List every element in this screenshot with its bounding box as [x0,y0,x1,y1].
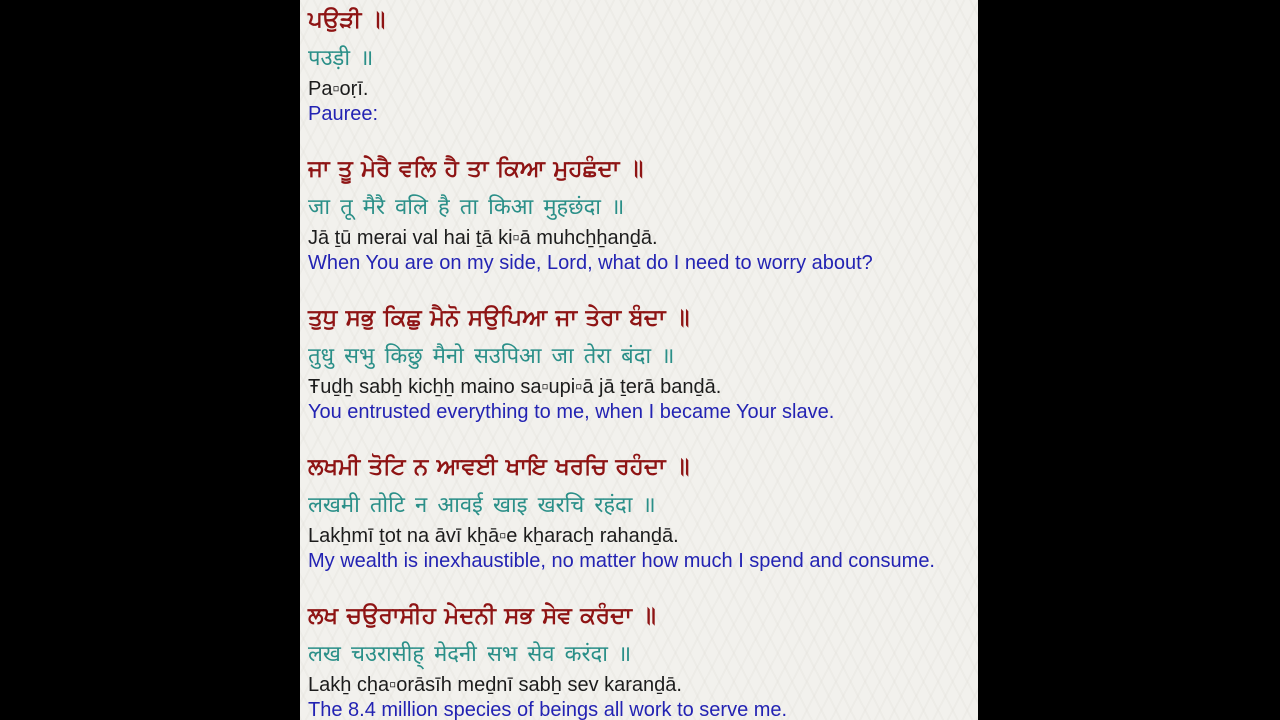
translation-line: The 8.4 million species of beings all work to serve me. [308,699,788,720]
gurmukhi-line: ਪਉੜੀ ॥ [308,6,386,32]
gurmukhi-line: ਲਖ ਚਉਰਾਸੀਹ ਮੇਦਨੀ ਸਭ ਸੇਵ ਕਰੰਦਾ ॥ [308,602,656,628]
transliteration-line: Ŧuḏẖ sabẖ kicẖẖ maino sa▫upi▫ā jā ṯerā banḏā. [308,376,722,398]
left-letterbox [0,0,300,720]
devanagari-line: तुधु सभु किछु मैनो सउपिआ जा तेरा बंदा ॥ [308,343,675,368]
translation-line: Pauree: [308,103,379,125]
gurmukhi-line: ਤੁਧੁ ਸਭੁ ਕਿਛੁ ਮੈਨੋ ਸਉਪਿਆ ਜਾ ਤੇਰਾ ਬੰਦਾ ॥ [308,304,690,330]
devanagari-line: पउड़ी ॥ [308,45,374,70]
devanagari-line: जा तू मैरै वलि है ता किआ मुहछंदा ॥ [308,194,625,219]
devanagari-line: लख चउरासीह् मेदनी सभ सेव करंदा ॥ [308,641,632,666]
verse-block [308,155,974,275]
transliteration-line: Lakẖmī ṯot na āvī kẖā▫e kẖaracẖ rahanḏā. [308,525,679,547]
right-letterbox [978,0,1280,720]
transliteration-line: Lakẖ cẖa▫orāsīh meḏnī sabẖ sev karanḏā. [308,674,682,696]
verse-block [308,304,974,424]
scripture-page [300,0,978,720]
translation-line: When You are on my side, Lord, what do I need to worry about? [308,252,873,274]
gurmukhi-line: ਲਖਮੀ ਤੋਟਿ ਨ ਆਵਈ ਖਾਇ ਖਰਚਿ ਰਹੰਦਾ ॥ [308,453,690,479]
devanagari-line: लखमी तोटि न आवई खाइ खरचि रहंदा ॥ [308,492,656,517]
verse-block [308,6,974,126]
transliteration-line: Pa▫oṛī. [308,78,369,100]
transliteration-line: Jā ṯū merai val hai ṯā ki▫ā muhcẖẖanḏā. [308,227,658,249]
translation-line: You entrusted everything to me, when I became Your slave. [308,401,835,423]
gurmukhi-line: ਜਾ ਤੂ ਮੇਰੈ ਵਲਿ ਹੈ ਤਾ ਕਿਆ ਮੁਹਛੰਦਾ ॥ [308,155,644,181]
verse-block [308,453,974,573]
verse-block [308,602,974,720]
translation-line: My wealth is inexhaustible, no matter how much I spend and consume. [308,550,935,572]
